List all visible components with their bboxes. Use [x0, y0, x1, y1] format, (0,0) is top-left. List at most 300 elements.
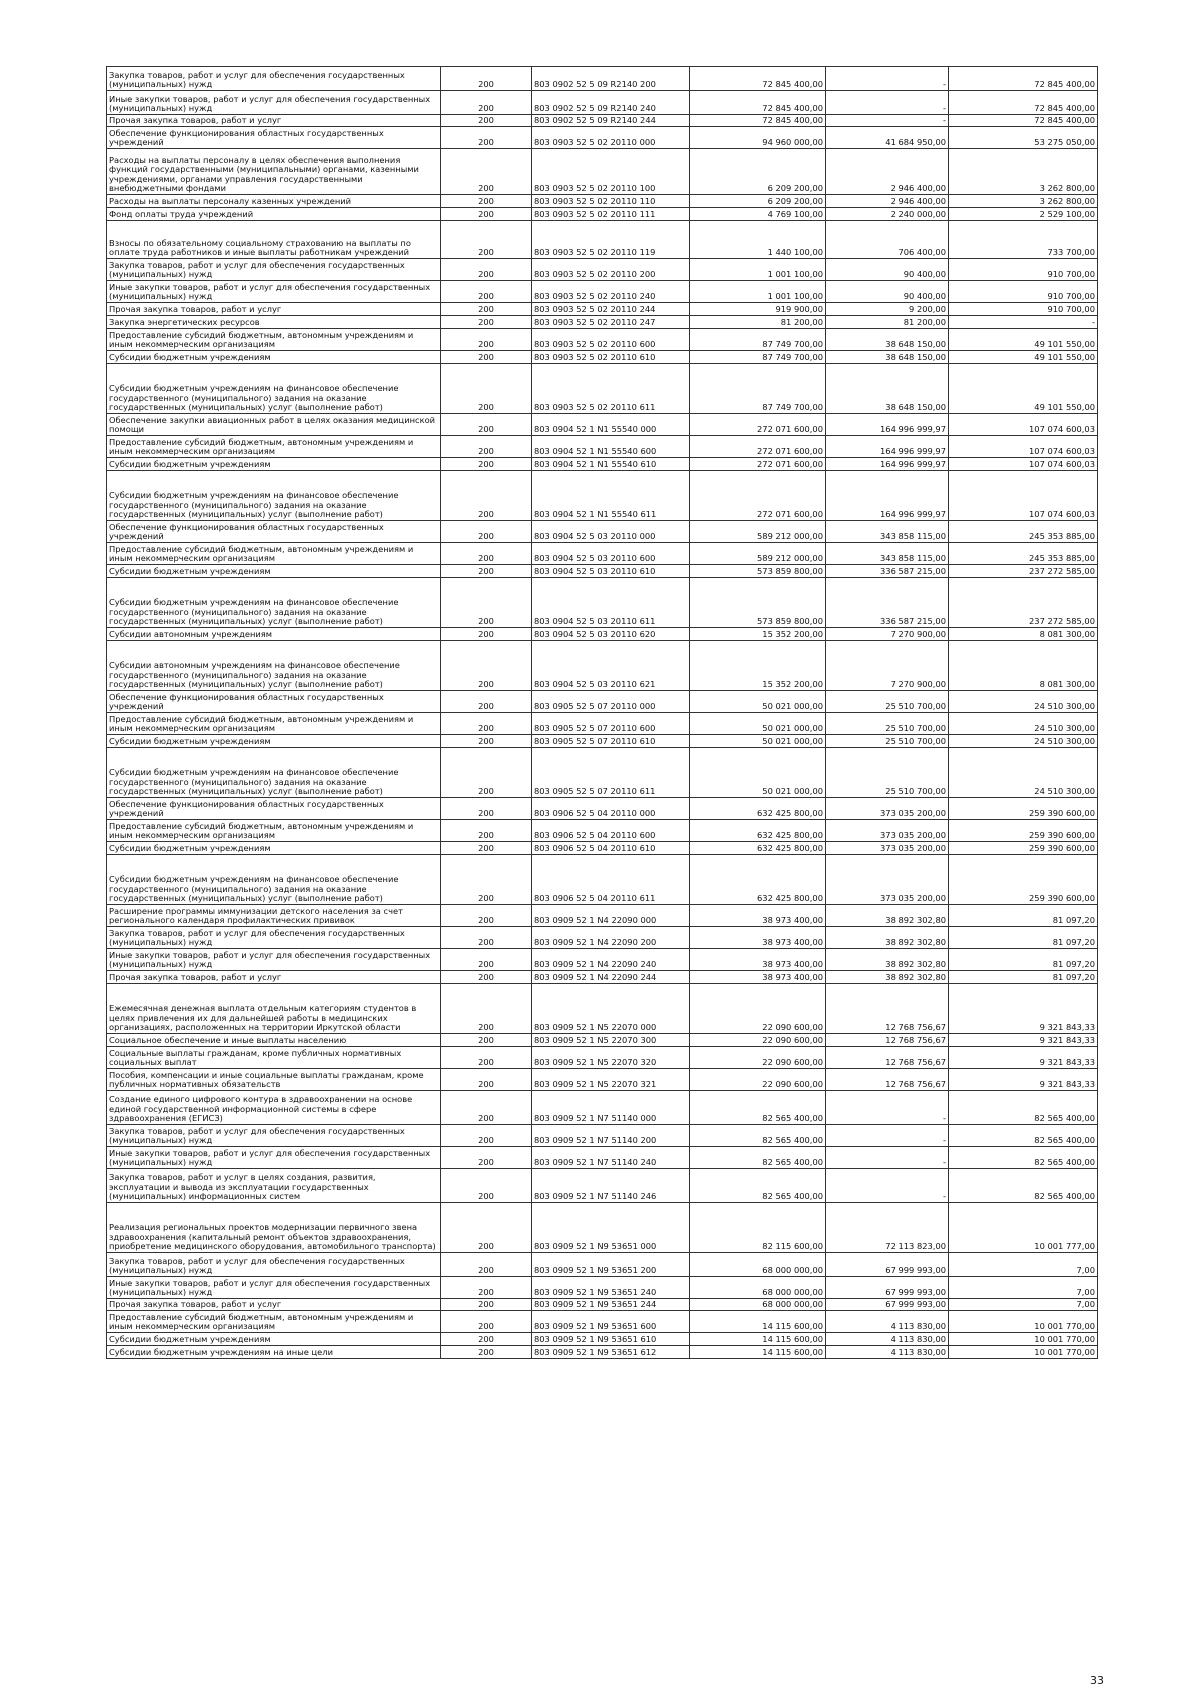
row-remaining-amount: 81 097,20 [949, 971, 1098, 984]
table-row [107, 628, 1098, 641]
row-line-code: 200 [441, 1346, 532, 1359]
row-budget-code: 803 0904 52 5 03 20110 610 [532, 565, 690, 578]
row-approved-amount: 573 859 800,00 [690, 565, 826, 578]
row-budget-code: 803 0903 52 5 02 20110 610 [532, 351, 690, 364]
row-name: Предоставление субсидий бюджетным, автономным учреждениям и иным некоммерческим организациям [107, 543, 441, 565]
row-approved-amount: 82 565 400,00 [690, 1147, 826, 1169]
row-approved-amount: 72 845 400,00 [690, 115, 826, 127]
row-remaining-amount: 7,00 [949, 1253, 1098, 1277]
row-line-code: 200 [441, 748, 532, 798]
row-line-code: 200 [441, 471, 532, 521]
row-budget-code: 803 0903 52 5 02 20110 611 [532, 364, 690, 414]
row-budget-code: 803 0909 52 1 N9 53651 610 [532, 1333, 690, 1346]
row-line-code: 200 [441, 1034, 532, 1047]
row-remaining-amount: 72 845 400,00 [949, 67, 1098, 91]
row-remaining-amount: 53 275 050,00 [949, 127, 1098, 149]
row-approved-amount: 50 021 000,00 [690, 735, 826, 748]
row-name: Прочая закупка товаров, работ и услуг [107, 1299, 441, 1311]
row-executed-amount: 38 648 150,00 [826, 351, 949, 364]
row-name: Расходы на выплаты персоналу казенных учреждений [107, 195, 441, 208]
row-executed-amount: 25 510 700,00 [826, 748, 949, 798]
table-row [107, 984, 1098, 1034]
row-executed-amount: 12 768 756,67 [826, 984, 949, 1034]
row-executed-amount: 72 113 823,00 [826, 1203, 949, 1253]
row-approved-amount: 14 115 600,00 [690, 1333, 826, 1346]
row-budget-code: 803 0905 52 5 07 20110 000 [532, 691, 690, 713]
row-name: Субсидии бюджетным учреждениям на финансовое обеспечение государственного (муниципального) задания на оказание государственных (муниципальных) услуг (выполнение работ) [107, 471, 441, 521]
row-remaining-amount: 9 321 843,33 [949, 1047, 1098, 1069]
row-name: Социальное обеспечение и иные выплаты населению [107, 1034, 441, 1047]
table-row [107, 521, 1098, 543]
row-budget-code: 803 0904 52 5 03 20110 621 [532, 641, 690, 691]
row-name: Субсидии бюджетным учреждениям на финансовое обеспечение государственного (муниципального) задания на оказание государственных (муниципальных) услуг (выполнение работ) [107, 578, 441, 628]
row-executed-amount: 12 768 756,67 [826, 1047, 949, 1069]
table-row [107, 414, 1098, 436]
row-executed-amount: 336 587 215,00 [826, 578, 949, 628]
row-executed-amount: - [826, 91, 949, 115]
row-line-code: 200 [441, 1169, 532, 1203]
row-name: Расходы на выплаты персоналу в целях обеспечения выполнения функций государственными (муниципальными) органами, казенными учреждениями, органами управления государственными внебюджетными фондами [107, 149, 441, 195]
row-remaining-amount: 910 700,00 [949, 303, 1098, 316]
row-approved-amount: 38 973 400,00 [690, 905, 826, 927]
row-executed-amount: - [826, 1147, 949, 1169]
row-budget-code: 803 0903 52 5 02 20110 111 [532, 208, 690, 221]
row-name: Иные закупки товаров, работ и услуг для обеспечения государственных (муниципальных) нужд [107, 1147, 441, 1169]
row-executed-amount: 81 200,00 [826, 316, 949, 329]
row-line-code: 200 [441, 565, 532, 578]
row-budget-code: 803 0906 52 5 04 20110 611 [532, 855, 690, 905]
row-budget-code: 803 0904 52 5 03 20110 600 [532, 543, 690, 565]
row-remaining-amount: 81 097,20 [949, 949, 1098, 971]
table-row [107, 641, 1098, 691]
table-row [107, 67, 1098, 91]
table-row [107, 713, 1098, 735]
row-remaining-amount: 49 101 550,00 [949, 364, 1098, 414]
row-executed-amount: 67 999 993,00 [826, 1277, 949, 1299]
row-line-code: 200 [441, 127, 532, 149]
row-approved-amount: 589 212 000,00 [690, 521, 826, 543]
table-row [107, 905, 1098, 927]
row-name: Иные закупки товаров, работ и услуг для обеспечения государственных (муниципальных) нужд [107, 281, 441, 303]
row-line-code: 200 [441, 1047, 532, 1069]
table-row [107, 351, 1098, 364]
row-remaining-amount: 910 700,00 [949, 281, 1098, 303]
row-remaining-amount: 107 074 600,03 [949, 436, 1098, 458]
row-remaining-amount: 82 565 400,00 [949, 1125, 1098, 1147]
row-line-code: 200 [441, 628, 532, 641]
table-row [107, 1253, 1098, 1277]
row-remaining-amount: 733 700,00 [949, 221, 1098, 259]
row-remaining-amount: 8 081 300,00 [949, 628, 1098, 641]
row-approved-amount: 14 115 600,00 [690, 1311, 826, 1333]
table-row [107, 1311, 1098, 1333]
row-executed-amount: 38 892 302,80 [826, 971, 949, 984]
table-row [107, 1091, 1098, 1125]
row-executed-amount: 4 113 830,00 [826, 1346, 949, 1359]
row-budget-code: 803 0909 52 1 N4 22090 200 [532, 927, 690, 949]
row-approved-amount: 1 001 100,00 [690, 259, 826, 281]
row-executed-amount: - [826, 67, 949, 91]
row-remaining-amount: 259 390 600,00 [949, 842, 1098, 855]
row-line-code: 200 [441, 984, 532, 1034]
table-row [107, 1125, 1098, 1147]
row-approved-amount: 22 090 600,00 [690, 1069, 826, 1091]
row-budget-code: 803 0903 52 5 02 20110 119 [532, 221, 690, 259]
row-approved-amount: 68 000 000,00 [690, 1299, 826, 1311]
row-executed-amount: 38 892 302,80 [826, 949, 949, 971]
row-line-code: 200 [441, 364, 532, 414]
table-row [107, 735, 1098, 748]
row-approved-amount: 4 769 100,00 [690, 208, 826, 221]
row-approved-amount: 6 209 200,00 [690, 195, 826, 208]
table-row [107, 748, 1098, 798]
row-budget-code: 803 0903 52 5 02 20110 100 [532, 149, 690, 195]
table-row [107, 329, 1098, 351]
row-line-code: 200 [441, 842, 532, 855]
row-name: Иные закупки товаров, работ и услуг для обеспечения государственных (муниципальных) нужд [107, 949, 441, 971]
row-line-code: 200 [441, 521, 532, 543]
row-executed-amount: 373 035 200,00 [826, 820, 949, 842]
row-line-code: 200 [441, 259, 532, 281]
row-executed-amount: 164 996 999,97 [826, 414, 949, 436]
row-line-code: 200 [441, 1253, 532, 1277]
row-name: Закупка товаров, работ и услуг в целях создания, развития, эксплуатации и вывода из эксплуатации государственных (муниципальных) информационных систем [107, 1169, 441, 1203]
row-executed-amount: 4 113 830,00 [826, 1311, 949, 1333]
row-name: Иные закупки товаров, работ и услуг для обеспечения государственных (муниципальных) нужд [107, 91, 441, 115]
row-executed-amount: 90 400,00 [826, 259, 949, 281]
table-row [107, 949, 1098, 971]
row-approved-amount: 1 440 100,00 [690, 221, 826, 259]
row-remaining-amount: 49 101 550,00 [949, 329, 1098, 351]
row-line-code: 200 [441, 1091, 532, 1125]
row-remaining-amount: 72 845 400,00 [949, 91, 1098, 115]
row-budget-code: 803 0902 52 5 09 R2140 200 [532, 67, 690, 91]
row-budget-code: 803 0909 52 1 N5 22070 321 [532, 1069, 690, 1091]
row-approved-amount: 38 973 400,00 [690, 971, 826, 984]
row-name: Субсидии бюджетным учреждениям на иные цели [107, 1346, 441, 1359]
row-budget-code: 803 0905 52 5 07 20110 600 [532, 713, 690, 735]
row-line-code: 200 [441, 195, 532, 208]
row-line-code: 200 [441, 927, 532, 949]
row-name: Фонд оплаты труда учреждений [107, 208, 441, 221]
row-executed-amount: 67 999 993,00 [826, 1299, 949, 1311]
row-approved-amount: 589 212 000,00 [690, 543, 826, 565]
row-line-code: 200 [441, 641, 532, 691]
row-executed-amount: 164 996 999,97 [826, 471, 949, 521]
table-row [107, 1203, 1098, 1253]
row-line-code: 200 [441, 855, 532, 905]
row-approved-amount: 632 425 800,00 [690, 855, 826, 905]
row-budget-code: 803 0909 52 1 N5 22070 320 [532, 1047, 690, 1069]
row-budget-code: 803 0909 52 1 N9 53651 240 [532, 1277, 690, 1299]
row-remaining-amount: 8 081 300,00 [949, 641, 1098, 691]
row-executed-amount: 12 768 756,67 [826, 1034, 949, 1047]
row-approved-amount: 272 071 600,00 [690, 471, 826, 521]
table-row [107, 1069, 1098, 1091]
row-budget-code: 803 0905 52 5 07 20110 611 [532, 748, 690, 798]
row-approved-amount: 14 115 600,00 [690, 1346, 826, 1359]
row-name: Пособия, компенсации и иные социальные выплаты гражданам, кроме публичных нормативных обязательств [107, 1069, 441, 1091]
row-approved-amount: 82 565 400,00 [690, 1125, 826, 1147]
table-row [107, 127, 1098, 149]
table-row [107, 1169, 1098, 1203]
table-row [107, 458, 1098, 471]
row-name: Реализация региональных проектов модернизации первичного звена здравоохранения (капитальный ремонт объектов здравоохранения, приобретение медицинского оборудования, автомобильного транспорта) [107, 1203, 441, 1253]
row-line-code: 200 [441, 820, 532, 842]
row-remaining-amount: 3 262 800,00 [949, 195, 1098, 208]
row-budget-code: 803 0903 52 5 02 20110 110 [532, 195, 690, 208]
row-executed-amount: 90 400,00 [826, 281, 949, 303]
row-line-code: 200 [441, 905, 532, 927]
table-row [107, 820, 1098, 842]
row-approved-amount: 38 973 400,00 [690, 949, 826, 971]
row-line-code: 200 [441, 436, 532, 458]
row-budget-code: 803 0909 52 1 N9 53651 200 [532, 1253, 690, 1277]
row-budget-code: 803 0902 52 5 09 R2140 244 [532, 115, 690, 127]
row-budget-code: 803 0903 52 5 02 20110 000 [532, 127, 690, 149]
row-remaining-amount: 10 001 770,00 [949, 1346, 1098, 1359]
row-approved-amount: 81 200,00 [690, 316, 826, 329]
row-line-code: 200 [441, 1125, 532, 1147]
row-name: Обеспечение закупки авиационных работ в целях оказания медицинской помощи [107, 414, 441, 436]
row-executed-amount: 2 946 400,00 [826, 149, 949, 195]
table-row [107, 259, 1098, 281]
row-budget-code: 803 0909 52 1 N5 22070 000 [532, 984, 690, 1034]
row-name: Прочая закупка товаров, работ и услуг [107, 303, 441, 316]
row-remaining-amount: 9 321 843,33 [949, 1034, 1098, 1047]
row-name: Расширение программы иммунизации детского населения за счет регионального календаря профилактических прививок [107, 905, 441, 927]
row-approved-amount: 272 071 600,00 [690, 436, 826, 458]
row-remaining-amount: 81 097,20 [949, 927, 1098, 949]
row-budget-code: 803 0903 52 5 02 20110 600 [532, 329, 690, 351]
row-approved-amount: 919 900,00 [690, 303, 826, 316]
row-budget-code: 803 0909 52 1 N4 22090 240 [532, 949, 690, 971]
row-budget-code: 803 0909 52 1 N5 22070 300 [532, 1034, 690, 1047]
row-remaining-amount: 237 272 585,00 [949, 578, 1098, 628]
table-row [107, 471, 1098, 521]
row-budget-code: 803 0909 52 1 N7 51140 240 [532, 1147, 690, 1169]
row-remaining-amount: 259 390 600,00 [949, 820, 1098, 842]
row-remaining-amount: 245 353 885,00 [949, 543, 1098, 565]
table-row [107, 91, 1098, 115]
row-executed-amount: 25 510 700,00 [826, 735, 949, 748]
table-row [107, 1333, 1098, 1346]
table-row [107, 1299, 1098, 1311]
row-approved-amount: 72 845 400,00 [690, 67, 826, 91]
row-name: Обеспечение функционирования областных государственных учреждений [107, 798, 441, 820]
table-row [107, 543, 1098, 565]
row-approved-amount: 72 845 400,00 [690, 91, 826, 115]
row-approved-amount: 22 090 600,00 [690, 984, 826, 1034]
row-approved-amount: 87 749 700,00 [690, 364, 826, 414]
row-approved-amount: 87 749 700,00 [690, 351, 826, 364]
row-approved-amount: 94 960 000,00 [690, 127, 826, 149]
row-line-code: 200 [441, 149, 532, 195]
row-approved-amount: 50 021 000,00 [690, 748, 826, 798]
row-executed-amount: 373 035 200,00 [826, 842, 949, 855]
row-executed-amount: 164 996 999,97 [826, 436, 949, 458]
row-remaining-amount: 107 074 600,03 [949, 414, 1098, 436]
row-budget-code: 803 0904 52 5 03 20110 611 [532, 578, 690, 628]
row-name: Субсидии бюджетным учреждениям [107, 842, 441, 855]
row-name: Субсидии бюджетным учреждениям [107, 458, 441, 471]
row-line-code: 200 [441, 91, 532, 115]
row-approved-amount: 22 090 600,00 [690, 1047, 826, 1069]
row-budget-code: 803 0909 52 1 N9 53651 244 [532, 1299, 690, 1311]
row-name: Субсидии бюджетным учреждениям на финансовое обеспечение государственного (муниципального) задания на оказание государственных (муниципальных) услуг (выполнение работ) [107, 364, 441, 414]
table-row [107, 1147, 1098, 1169]
row-executed-amount: 38 648 150,00 [826, 364, 949, 414]
row-budget-code: 803 0904 52 5 03 20110 620 [532, 628, 690, 641]
row-executed-amount: 67 999 993,00 [826, 1253, 949, 1277]
row-budget-code: 803 0903 52 5 02 20110 247 [532, 316, 690, 329]
row-remaining-amount: 10 001 770,00 [949, 1311, 1098, 1333]
row-name: Социальные выплаты гражданам, кроме публичных нормативных социальных выплат [107, 1047, 441, 1069]
row-line-code: 200 [441, 1069, 532, 1091]
row-budget-code: 803 0903 52 5 02 20110 240 [532, 281, 690, 303]
row-approved-amount: 82 565 400,00 [690, 1169, 826, 1203]
row-line-code: 200 [441, 281, 532, 303]
row-approved-amount: 50 021 000,00 [690, 713, 826, 735]
row-remaining-amount: 24 510 300,00 [949, 735, 1098, 748]
row-line-code: 200 [441, 351, 532, 364]
row-approved-amount: 632 425 800,00 [690, 798, 826, 820]
row-remaining-amount: 24 510 300,00 [949, 713, 1098, 735]
row-executed-amount: 373 035 200,00 [826, 798, 949, 820]
table-row [107, 971, 1098, 984]
row-executed-amount: - [826, 1125, 949, 1147]
row-remaining-amount: 2 529 100,00 [949, 208, 1098, 221]
table-row [107, 208, 1098, 221]
row-approved-amount: 272 071 600,00 [690, 414, 826, 436]
row-budget-code: 803 0909 52 1 N4 22090 244 [532, 971, 690, 984]
row-executed-amount: 7 270 900,00 [826, 628, 949, 641]
row-executed-amount: 41 684 950,00 [826, 127, 949, 149]
row-budget-code: 803 0904 52 1 N1 55540 000 [532, 414, 690, 436]
row-line-code: 200 [441, 798, 532, 820]
row-budget-code: 803 0909 52 1 N9 53651 600 [532, 1311, 690, 1333]
row-approved-amount: 1 001 100,00 [690, 281, 826, 303]
row-name: Субсидии автономным учреждениям на финансовое обеспечение государственного (муниципального) задания на оказание государственных (муниципальных) услуг (выполнение работ) [107, 641, 441, 691]
row-name: Субсидии бюджетным учреждениям на финансовое обеспечение государственного (муниципального) задания на оказание государственных (муниципальных) услуг (выполнение работ) [107, 748, 441, 798]
row-executed-amount: - [826, 1169, 949, 1203]
row-line-code: 200 [441, 115, 532, 127]
row-remaining-amount: 24 510 300,00 [949, 748, 1098, 798]
table-row [107, 842, 1098, 855]
row-approved-amount: 632 425 800,00 [690, 820, 826, 842]
table-row [107, 364, 1098, 414]
row-remaining-amount: - [949, 316, 1098, 329]
row-name: Предоставление субсидий бюджетным, автономным учреждениям и иным некоммерческим организациям [107, 1311, 441, 1333]
row-line-code: 200 [441, 458, 532, 471]
row-approved-amount: 15 352 200,00 [690, 641, 826, 691]
row-budget-code: 803 0909 52 1 N9 53651 612 [532, 1346, 690, 1359]
row-executed-amount: 343 858 115,00 [826, 543, 949, 565]
row-name: Предоставление субсидий бюджетным, автономным учреждениям и иным некоммерческим организациям [107, 436, 441, 458]
row-approved-amount: 6 209 200,00 [690, 149, 826, 195]
row-name: Субсидии бюджетным учреждениям [107, 1333, 441, 1346]
row-line-code: 200 [441, 303, 532, 316]
row-executed-amount: 2 946 400,00 [826, 195, 949, 208]
row-remaining-amount: 3 262 800,00 [949, 149, 1098, 195]
row-name: Предоставление субсидий бюджетным, автономным учреждениям и иным некоммерческим организациям [107, 329, 441, 351]
table-row [107, 578, 1098, 628]
row-executed-amount: - [826, 1091, 949, 1125]
row-budget-code: 803 0904 52 1 N1 55540 610 [532, 458, 690, 471]
row-line-code: 200 [441, 1277, 532, 1299]
row-approved-amount: 272 071 600,00 [690, 458, 826, 471]
row-executed-amount: 25 510 700,00 [826, 713, 949, 735]
row-remaining-amount: 24 510 300,00 [949, 691, 1098, 713]
row-budget-code: 803 0902 52 5 09 R2140 240 [532, 91, 690, 115]
row-budget-code: 803 0909 52 1 N4 22090 000 [532, 905, 690, 927]
row-line-code: 200 [441, 67, 532, 91]
row-name: Закупка товаров, работ и услуг для обеспечения государственных (муниципальных) нужд [107, 1125, 441, 1147]
row-remaining-amount: 82 565 400,00 [949, 1147, 1098, 1169]
row-budget-code: 803 0905 52 5 07 20110 610 [532, 735, 690, 748]
table-row [107, 565, 1098, 578]
budget-execution-table [106, 66, 1098, 1359]
row-name: Субсидии автономным учреждениям [107, 628, 441, 641]
row-approved-amount: 573 859 800,00 [690, 578, 826, 628]
row-line-code: 200 [441, 735, 532, 748]
row-remaining-amount: 9 321 843,33 [949, 1069, 1098, 1091]
row-executed-amount: 9 200,00 [826, 303, 949, 316]
row-remaining-amount: 7,00 [949, 1277, 1098, 1299]
row-executed-amount: 343 858 115,00 [826, 521, 949, 543]
row-name: Взносы по обязательному социальному страхованию на выплаты по оплате труда работников и иные выплаты работникам учреждений [107, 221, 441, 259]
row-budget-code: 803 0903 52 5 02 20110 200 [532, 259, 690, 281]
row-name: Закупка энергетических ресурсов [107, 316, 441, 329]
row-name: Закупка товаров, работ и услуг для обеспечения государственных (муниципальных) нужд [107, 259, 441, 281]
row-name: Субсидии бюджетным учреждениям [107, 565, 441, 578]
row-name: Ежемесячная денежная выплата отдельным категориям студентов в целях привлечения их для дальнейшей работы в медицинских организациях, расположенных на территории Иркутской области [107, 984, 441, 1034]
row-remaining-amount: 82 565 400,00 [949, 1169, 1098, 1203]
row-line-code: 200 [441, 414, 532, 436]
row-remaining-amount: 82 565 400,00 [949, 1091, 1098, 1125]
row-remaining-amount: 237 272 585,00 [949, 565, 1098, 578]
row-remaining-amount: 72 845 400,00 [949, 115, 1098, 127]
row-budget-code: 803 0904 52 5 03 20110 000 [532, 521, 690, 543]
row-name: Предоставление субсидий бюджетным, автономным учреждениям и иным некоммерческим организациям [107, 820, 441, 842]
row-approved-amount: 22 090 600,00 [690, 1034, 826, 1047]
row-name: Обеспечение функционирования областных государственных учреждений [107, 691, 441, 713]
row-name: Иные закупки товаров, работ и услуг для обеспечения государственных (муниципальных) нужд [107, 1277, 441, 1299]
row-remaining-amount: 107 074 600,03 [949, 471, 1098, 521]
row-remaining-amount: 910 700,00 [949, 259, 1098, 281]
row-approved-amount: 50 021 000,00 [690, 691, 826, 713]
row-line-code: 200 [441, 971, 532, 984]
row-line-code: 200 [441, 1147, 532, 1169]
row-approved-amount: 68 000 000,00 [690, 1277, 826, 1299]
table-row [107, 115, 1098, 127]
row-name: Субсидии бюджетным учреждениям [107, 735, 441, 748]
row-line-code: 200 [441, 329, 532, 351]
table-row [107, 436, 1098, 458]
row-remaining-amount: 245 353 885,00 [949, 521, 1098, 543]
table-row [107, 1034, 1098, 1047]
row-name: Субсидии бюджетным учреждениям на финансовое обеспечение государственного (муниципального) задания на оказание государственных (муниципальных) услуг (выполнение работ) [107, 855, 441, 905]
table-row [107, 798, 1098, 820]
row-approved-amount: 68 000 000,00 [690, 1253, 826, 1277]
row-executed-amount: 336 587 215,00 [826, 565, 949, 578]
row-name: Обеспечение функционирования областных государственных учреждений [107, 127, 441, 149]
row-line-code: 200 [441, 578, 532, 628]
row-name: Прочая закупка товаров, работ и услуг [107, 971, 441, 984]
row-line-code: 200 [441, 1311, 532, 1333]
row-executed-amount: 12 768 756,67 [826, 1069, 949, 1091]
row-executed-amount: 7 270 900,00 [826, 641, 949, 691]
